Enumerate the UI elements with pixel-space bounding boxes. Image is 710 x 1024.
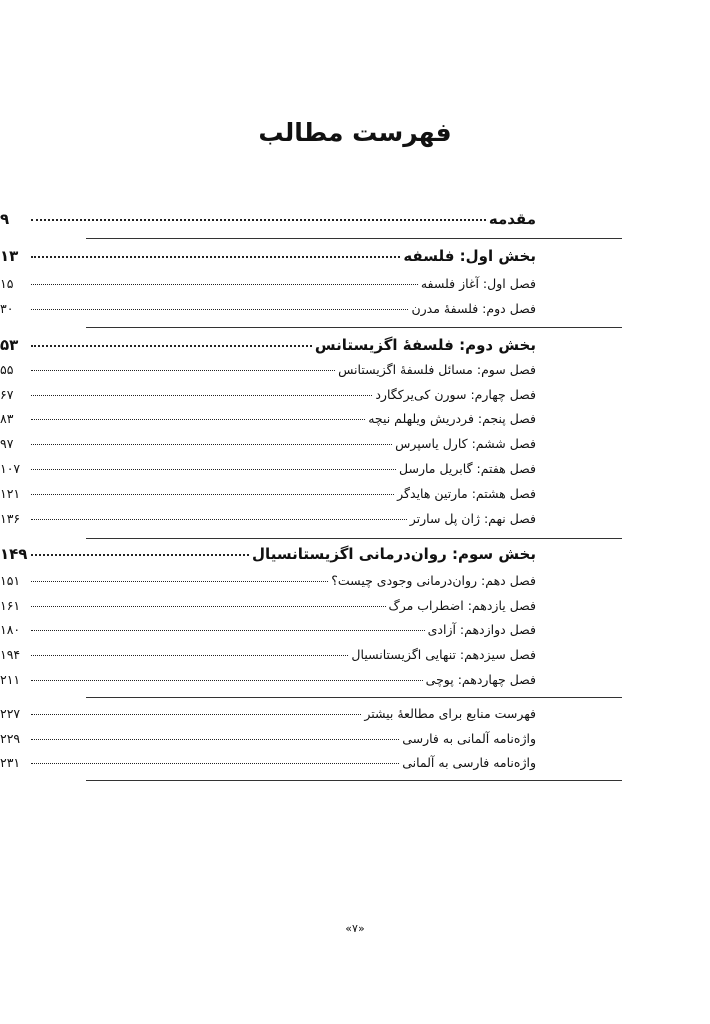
leader-dots: [31, 630, 425, 631]
toc-entry-page: ۱۹۴: [0, 647, 21, 662]
toc-entry-page: ۱۲۱: [0, 486, 21, 501]
toc-entry-page: ۱۰۷: [0, 461, 21, 476]
toc-entry-page: ۱۵: [0, 276, 14, 291]
toc-entry-page: ۱۵۱: [0, 573, 21, 588]
toc-entry-label: فصل سوم: مسائل فلسفۀ اگزیستانس: [338, 362, 536, 377]
toc-entry-label: فصل یازدهم: اضطراب مرگ: [388, 598, 536, 613]
toc-chapter-6[interactable]: [0, 436, 536, 451]
toc-entry-page: ۱۳۶: [0, 511, 21, 526]
leader-dots: [31, 680, 423, 681]
toc-entry-label: فصل نهم: ژان پل سارتر: [409, 511, 536, 526]
toc-bibliography[interactable]: [0, 706, 536, 721]
toc-entry-page: ۲۲۷: [0, 706, 21, 721]
toc-entry-introduction[interactable]: [0, 210, 536, 228]
leader-dots: [31, 284, 418, 285]
toc-entry-label: فصل هفتم: گابریل مارسل: [399, 461, 536, 476]
toc-entry-page: ۵۳: [0, 336, 19, 354]
toc-chapter-8[interactable]: [0, 486, 536, 501]
toc-entry-label: فصل دهم: روان‌درمانی وجودی چیست؟: [331, 573, 536, 588]
leader-dots: [31, 444, 392, 445]
leader-dots: [31, 714, 361, 715]
toc-entry-label: بخش سوم: روان‌درمانی اگزیستانسیال: [252, 545, 536, 563]
toc-entry-page: ۱۸۰: [0, 622, 21, 637]
toc-entry-label: واژه‌نامه آلمانی به فارسی: [402, 731, 536, 746]
toc-chapter-14[interactable]: [0, 672, 536, 687]
leader-dots: [31, 419, 365, 420]
toc-entry-label: فصل چهارم: سورن کی‌یرکگارد: [375, 387, 536, 402]
leader-dots: [31, 519, 407, 520]
toc-entry-page: ۵۵: [0, 362, 14, 377]
toc-chapter-5[interactable]: [0, 411, 536, 426]
toc-entry-page: ۱۴۹: [0, 545, 28, 563]
toc-entry-page: ۱۶۱: [0, 598, 21, 613]
toc-part-3[interactable]: [0, 545, 536, 563]
section-divider: [86, 538, 622, 539]
toc-entry-label: فصل پنجم: فردریش ویلهلم نیچه: [368, 411, 536, 426]
toc-chapter-4[interactable]: [0, 387, 536, 402]
leader-dots: [31, 309, 408, 310]
toc-entry-label: فصل دوازدهم: آزادی: [427, 622, 536, 637]
toc-chapter-13[interactable]: [0, 647, 536, 662]
toc-entry-label: بخش اول: فلسفه: [403, 247, 536, 265]
page-title: فهرست مطالب: [258, 118, 452, 147]
leader-dots: [31, 395, 372, 396]
toc-entry-page: ۶۷: [0, 387, 14, 402]
section-divider: [86, 238, 622, 239]
page-number-footer: «۷»: [345, 922, 365, 935]
toc-chapter-11[interactable]: [0, 598, 536, 613]
toc-entry-page: ۲۱۱: [0, 672, 21, 687]
toc-entry-page: ۹: [0, 210, 10, 228]
toc-entry-label: فصل هشتم: مارتین هایدگر: [397, 486, 536, 501]
toc-entry-label: فصل ششم: کارل یاسپرس: [395, 436, 536, 451]
toc-chapter-9[interactable]: [0, 511, 536, 526]
toc-chapter-3[interactable]: [0, 362, 536, 377]
leader-dots: [31, 469, 396, 470]
toc-entry-label: فصل دوم: فلسفۀ مدرن: [411, 301, 536, 316]
toc-glossary-fa-de[interactable]: [0, 755, 536, 770]
leader-dots: [31, 581, 328, 582]
toc-entry-label: واژه‌نامه فارسی به آلمانی: [402, 755, 536, 770]
toc-entry-page: ۲۲۹: [0, 731, 21, 746]
toc-chapter-7[interactable]: [0, 461, 536, 476]
toc-entry-label: فهرست منابع برای مطالعۀ بیشتر: [364, 706, 536, 721]
leader-dots: [31, 494, 394, 495]
leader-dots: [31, 345, 312, 347]
leader-dots: [31, 554, 249, 556]
leader-dots: [31, 370, 335, 371]
toc-chapter-12[interactable]: [0, 622, 536, 637]
section-divider: [86, 327, 622, 328]
toc-chapter-2[interactable]: [0, 301, 536, 316]
toc-part-1[interactable]: [0, 247, 536, 265]
toc-entry-page: ۳۰: [0, 301, 14, 316]
toc-entry-label: بخش دوم: فلسفۀ اگزیستانس: [314, 336, 536, 354]
toc-entry-page: ۱۳: [0, 247, 19, 265]
toc-chapter-10[interactable]: [0, 573, 536, 588]
leader-dots: [31, 256, 400, 258]
section-divider: [86, 780, 622, 781]
toc-glossary-de-fa[interactable]: [0, 731, 536, 746]
toc-entry-label: مقدمه: [488, 210, 536, 228]
section-divider: [86, 697, 622, 698]
leader-dots: [31, 219, 486, 221]
toc-entry-page: ۹۷: [0, 436, 14, 451]
toc-entry-label: فصل سیزدهم: تنهایی اگزیستانسیال: [351, 647, 536, 662]
toc-entry-label: فصل چهاردهم: پوچی: [425, 672, 536, 687]
toc-entry-label: فصل اول: آغاز فلسفه: [420, 276, 536, 291]
toc-entry-page: ۸۳: [0, 411, 14, 426]
toc-chapter-1[interactable]: [0, 276, 536, 291]
toc-entry-page: ۲۳۱: [0, 755, 21, 770]
leader-dots: [31, 655, 348, 656]
toc-part-2[interactable]: [0, 336, 536, 354]
leader-dots: [31, 606, 386, 607]
leader-dots: [31, 739, 399, 740]
leader-dots: [31, 763, 399, 764]
